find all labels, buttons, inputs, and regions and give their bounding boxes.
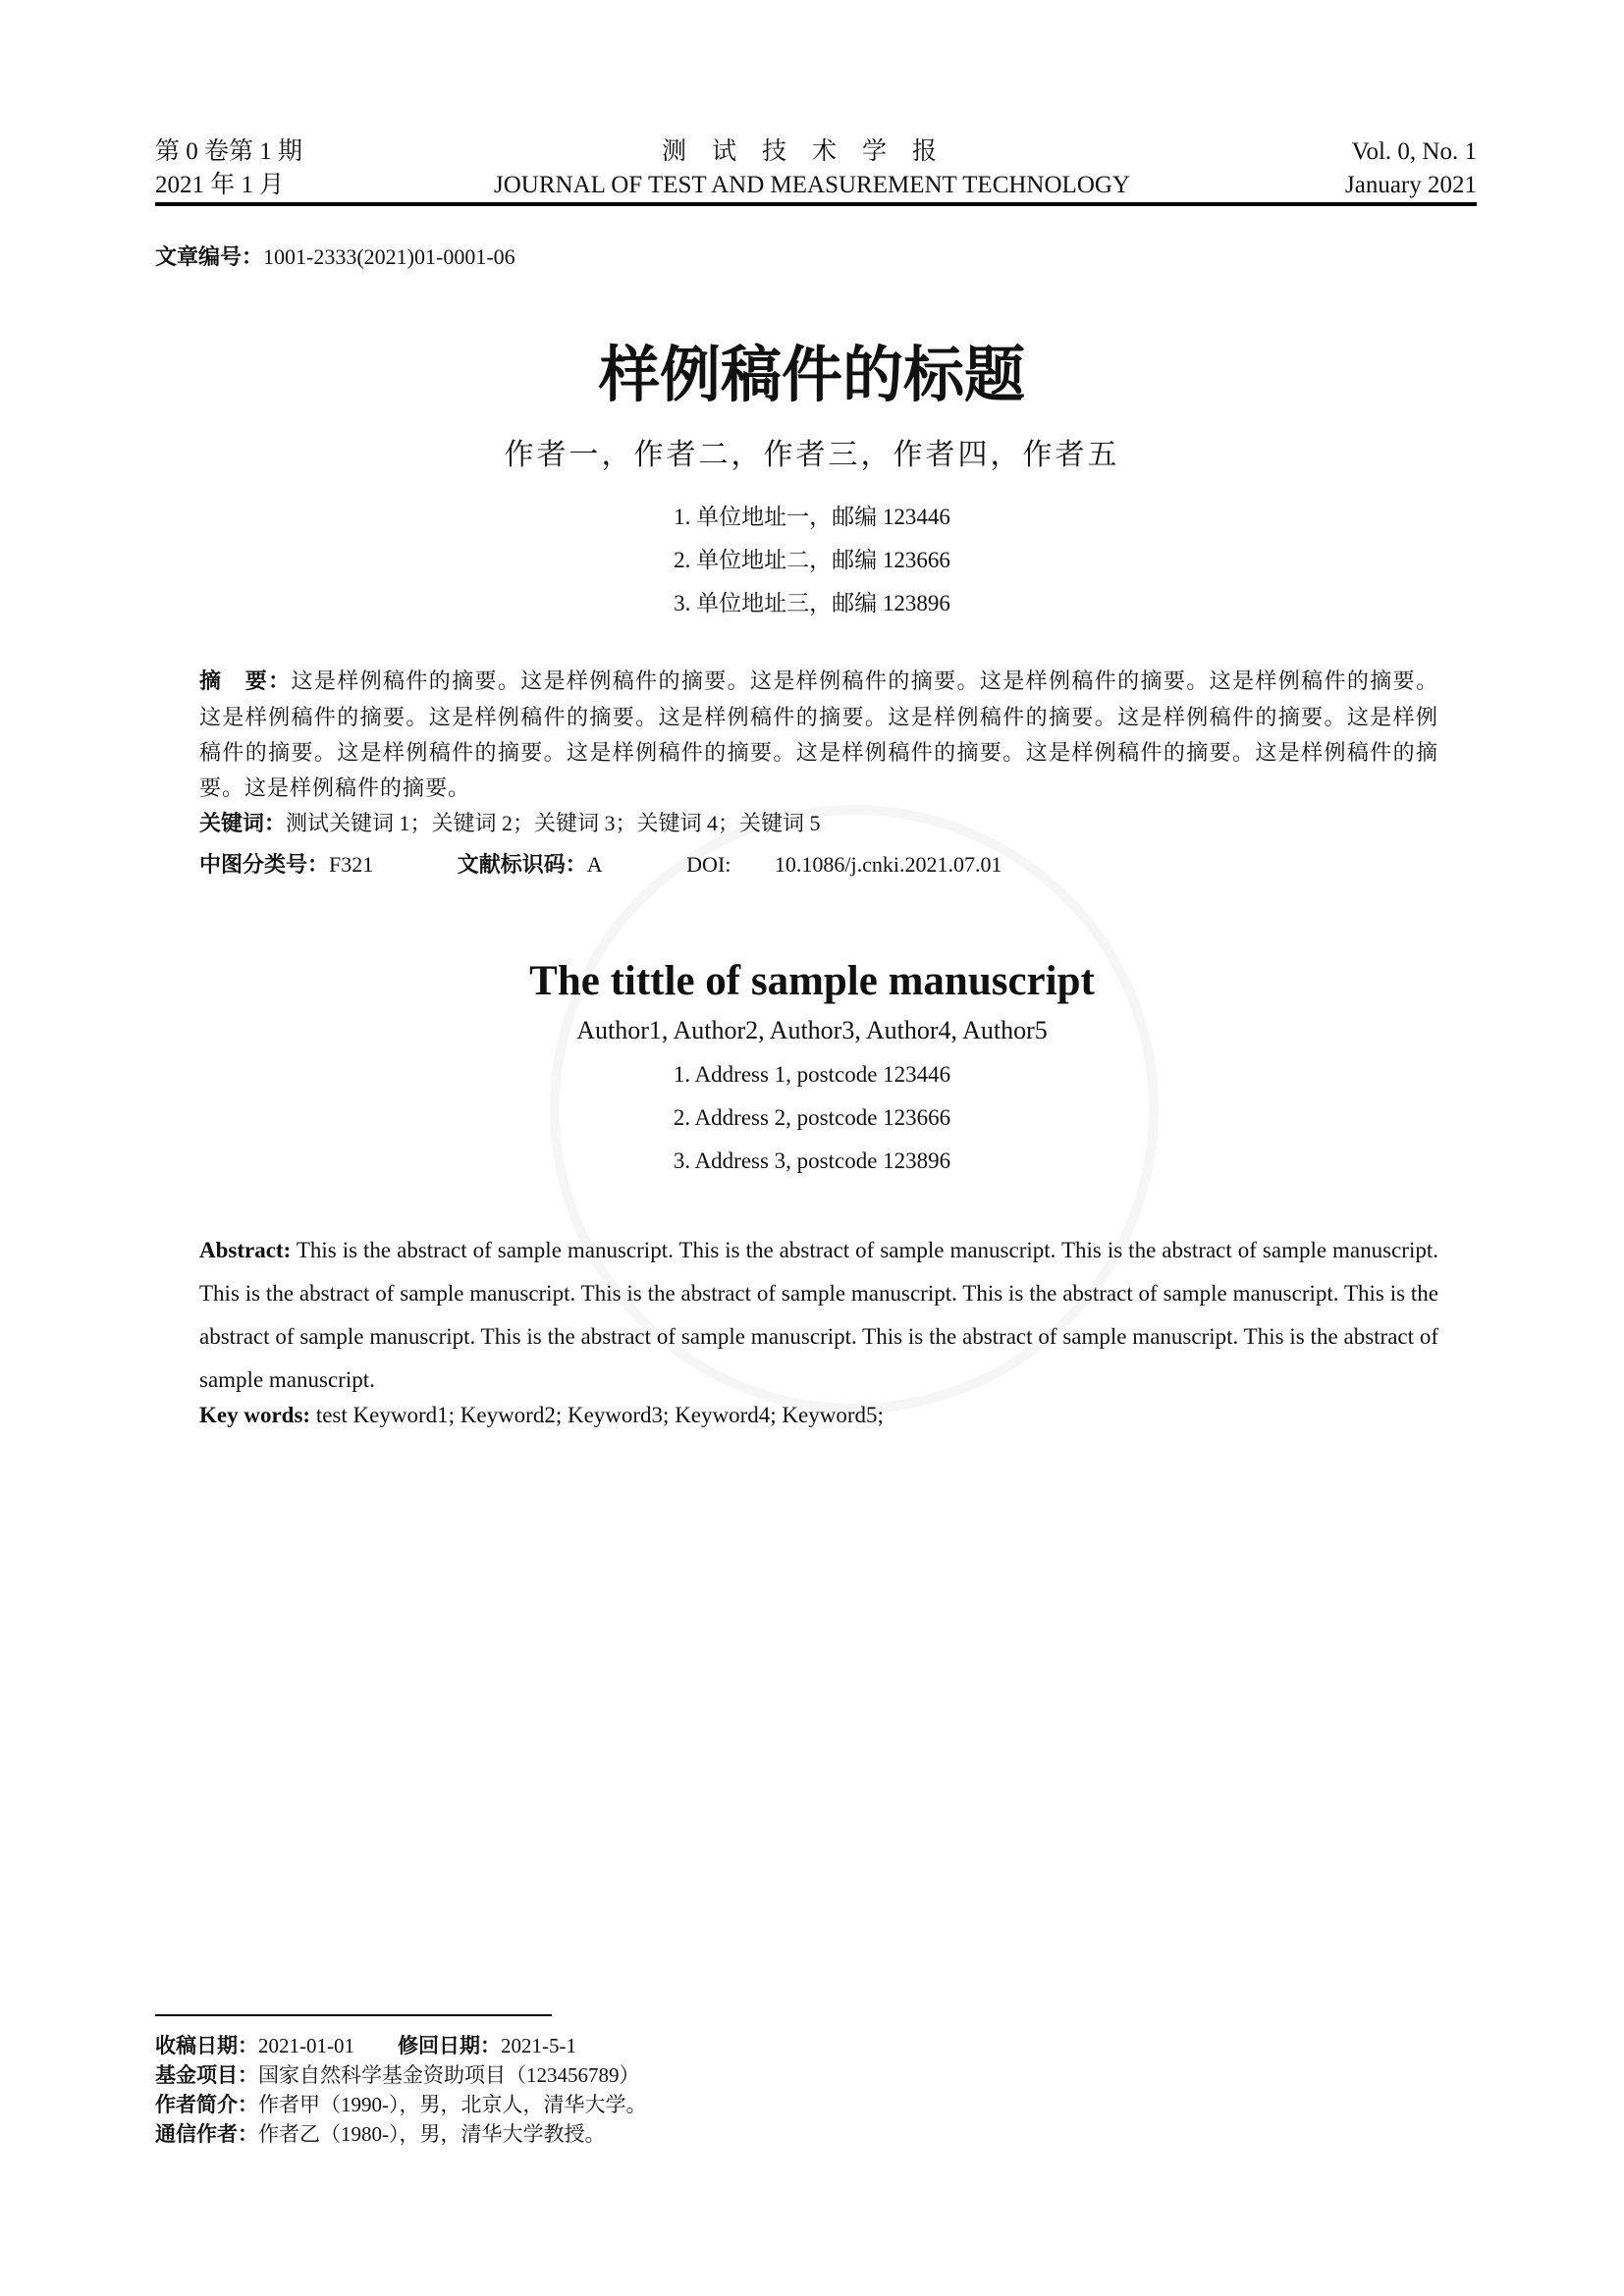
volume-number: Vol. 0, No. 1: [1351, 138, 1477, 165]
corr-label: 通信作者：: [155, 2122, 258, 2146]
footnote-corresponding: [155, 2120, 606, 2148]
keywords-cn-label: 关键词：: [199, 812, 287, 836]
address-en-3: 3. Address 3, postcode 123896: [673, 1148, 951, 1173]
footnote-author-bio: [155, 2091, 647, 2118]
keywords-en-text: test Keyword1; Keyword2; Keyword3; Keyword4; Keyword5;: [310, 1403, 884, 1427]
article-number-value: 1001-2333(2021)01-0001-06: [263, 244, 515, 269]
address-cn-2: 2. 单位地址二，邮编 123666: [674, 548, 950, 572]
title-cn: 样例稿件的标题: [598, 339, 1025, 410]
journal-name-cn: 测试技术学报: [661, 138, 962, 165]
keywords-en-label: Key words:: [199, 1403, 311, 1427]
article-number-label: 文章编号：: [155, 245, 264, 270]
journal-name-en: JOURNAL OF TEST AND MEASUREMENT TECHNOLOGY: [494, 172, 1130, 198]
clc-value: F321: [329, 852, 374, 877]
received-value: 2021-01-01: [258, 2034, 354, 2057]
bio-label: 作者简介：: [155, 2093, 258, 2116]
volume-date: January 2021: [1345, 172, 1477, 198]
article-number: [155, 240, 515, 271]
doc-code-label: 文献标识码：: [457, 853, 587, 878]
clc-label: 中图分类号：: [199, 853, 330, 878]
classification-cn: [199, 848, 1438, 879]
title-en: The tittle of sample manuscript: [529, 958, 1095, 1004]
doc-code-value: A: [586, 852, 603, 877]
authors-en: Author1, Author2, Author3, Author4, Author5: [576, 1016, 1048, 1044]
keywords-cn-text: 测试关键词 1；关键词 2；关键词 3；关键词 4；关键词 5: [286, 811, 821, 835]
address-en-2: 2. Address 2, postcode 123666: [673, 1105, 951, 1130]
fund-value: 国家自然科学基金资助项目（123456789）: [258, 2063, 640, 2087]
abstract-en-text: This is the abstract of sample manuscript. This is the abstract of sample manuscript. This is the abstract of sample manuscript. This is the abstract of sample manuscript. This is the abstract of sample manuscript. This is the abstract of sample manuscript. This is the abstract of sample manuscript. This is the abstract of sample manuscript. This is the abstract of sample manuscript. This is the abstract of sample manuscript.: [199, 1238, 1438, 1392]
doi-label: DOI:: [686, 852, 731, 877]
doi-value: 10.1086/j.cnki.2021.07.01: [774, 852, 1002, 877]
footnote-fund: [155, 2061, 640, 2089]
revised-value: 2021-5-1: [501, 2034, 576, 2057]
abstract-en-label: Abstract:: [199, 1238, 292, 1262]
header-rule: [155, 202, 1477, 206]
fund-label: 基金项目：: [155, 2063, 258, 2087]
keywords-en: [199, 1403, 1438, 1428]
footnote-rule: [155, 2014, 552, 2016]
footnote-dates: [155, 2032, 576, 2059]
keywords-cn: [199, 807, 1438, 837]
volume-info: [1345, 135, 1477, 202]
abstract-cn: [199, 664, 1438, 806]
issue-date: 2021 年 1 月: [155, 172, 285, 198]
revised-label: 修回日期：: [398, 2034, 501, 2057]
abstract-en: [199, 1229, 1438, 1402]
authors-cn: 作者一，作者二，作者三，作者四，作者五: [504, 439, 1120, 471]
corr-value: 作者乙（1980-），男，清华大学教授。: [258, 2122, 606, 2146]
abstract-cn-text: 这是样例稿件的摘要。这是样例稿件的摘要。这是样例稿件的摘要。这是样例稿件的摘要。这是样例稿件的摘要。这是样例稿件的摘要。这是样例稿件的摘要。这是样例稿件的摘要。这是样例稿件的摘要。这是样例稿件的摘要。这是样例稿件的摘要。这是样例稿件的摘要。这是样例稿件的摘要。这是样例稿件的摘要。这是样例稿件的摘要。这是样例稿件的摘要。这是样例稿件的摘要。: [199, 668, 1438, 800]
bio-value: 作者甲（1990-），男，北京人，清华大学。: [258, 2093, 647, 2116]
received-label: 收稿日期：: [155, 2034, 258, 2057]
issue-volume: 第 0 卷第 1 期: [155, 138, 303, 165]
abstract-cn-label: 摘 要：: [199, 669, 292, 694]
address-cn-3: 3. 单位地址三，邮编 123896: [674, 591, 950, 615]
address-cn-1: 1. 单位地址一，邮编 123446: [674, 505, 950, 529]
address-en-1: 1. Address 1, postcode 123446: [673, 1062, 951, 1087]
